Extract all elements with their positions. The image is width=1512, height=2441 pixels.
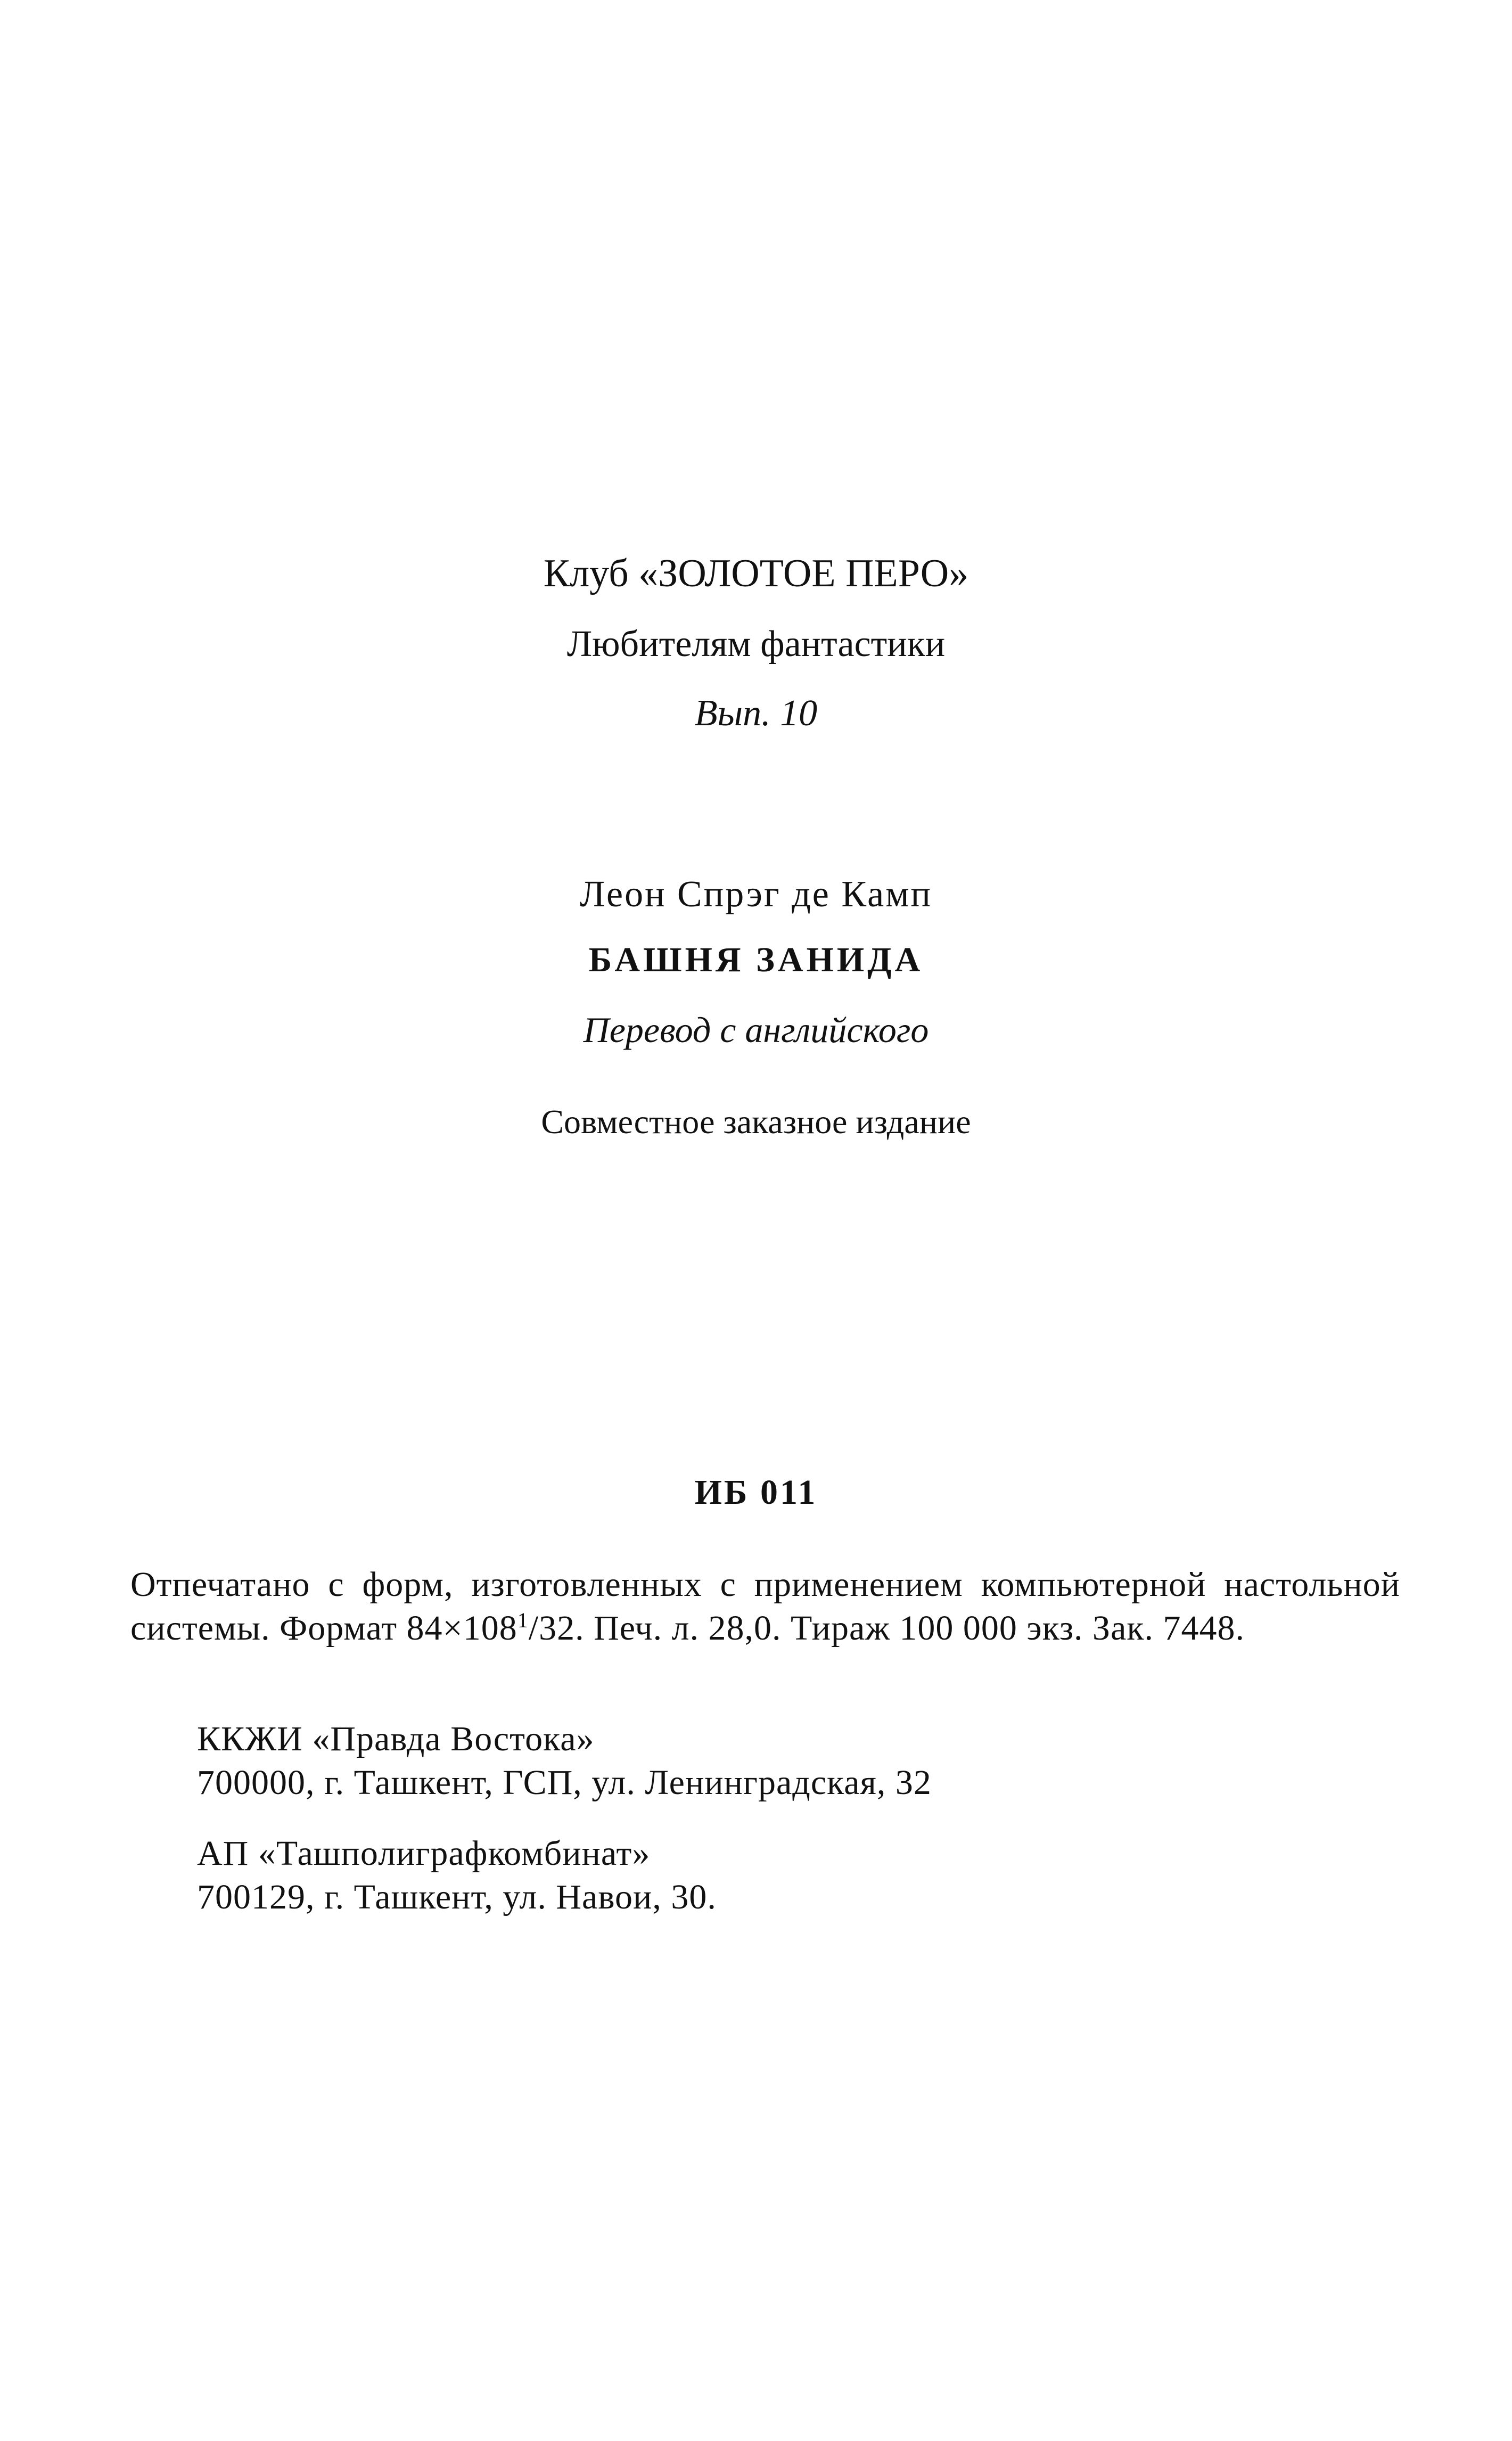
- printer-name: АП «Ташполиграфкомбинат»: [197, 1834, 651, 1873]
- book-title: БАШНЯ ЗАНИДА: [588, 940, 924, 979]
- print-info-text-1: Отпечатано с форм, изготовленных с применением компьютерной настольной системы. Формат 84×108: [130, 1565, 1400, 1648]
- publisher-block: [197, 1717, 932, 1805]
- translation-note: Перевод с английского: [583, 1010, 929, 1050]
- author-name: Леон Спрэг де Камп: [580, 874, 932, 915]
- publisher-address: 700000, г. Ташкент, ГСП, ул. Ленинградская, 32: [197, 1763, 932, 1802]
- print-info-text-2: /32. Печ. л. 28,0. Тираж 100 000 экз. Зак. 7448.: [528, 1609, 1245, 1648]
- edition-note: Совместное заказное издание: [541, 1103, 971, 1141]
- ib-code: ИБ 011: [694, 1473, 818, 1512]
- printer-address: 700129, г. Ташкент, ул. Навои, 30.: [197, 1878, 717, 1916]
- format-superscript: 1: [517, 1608, 529, 1632]
- subseries-title: Любителям фантастики: [566, 624, 946, 665]
- issue-number: Вып. 10: [694, 693, 818, 734]
- printer-block: [197, 1832, 717, 1919]
- publisher-name: ККЖИ «Правда Востока»: [197, 1719, 595, 1758]
- series-title: Клуб «ЗОЛОТОЕ ПЕРО»: [543, 552, 969, 595]
- print-info: [130, 1563, 1400, 1650]
